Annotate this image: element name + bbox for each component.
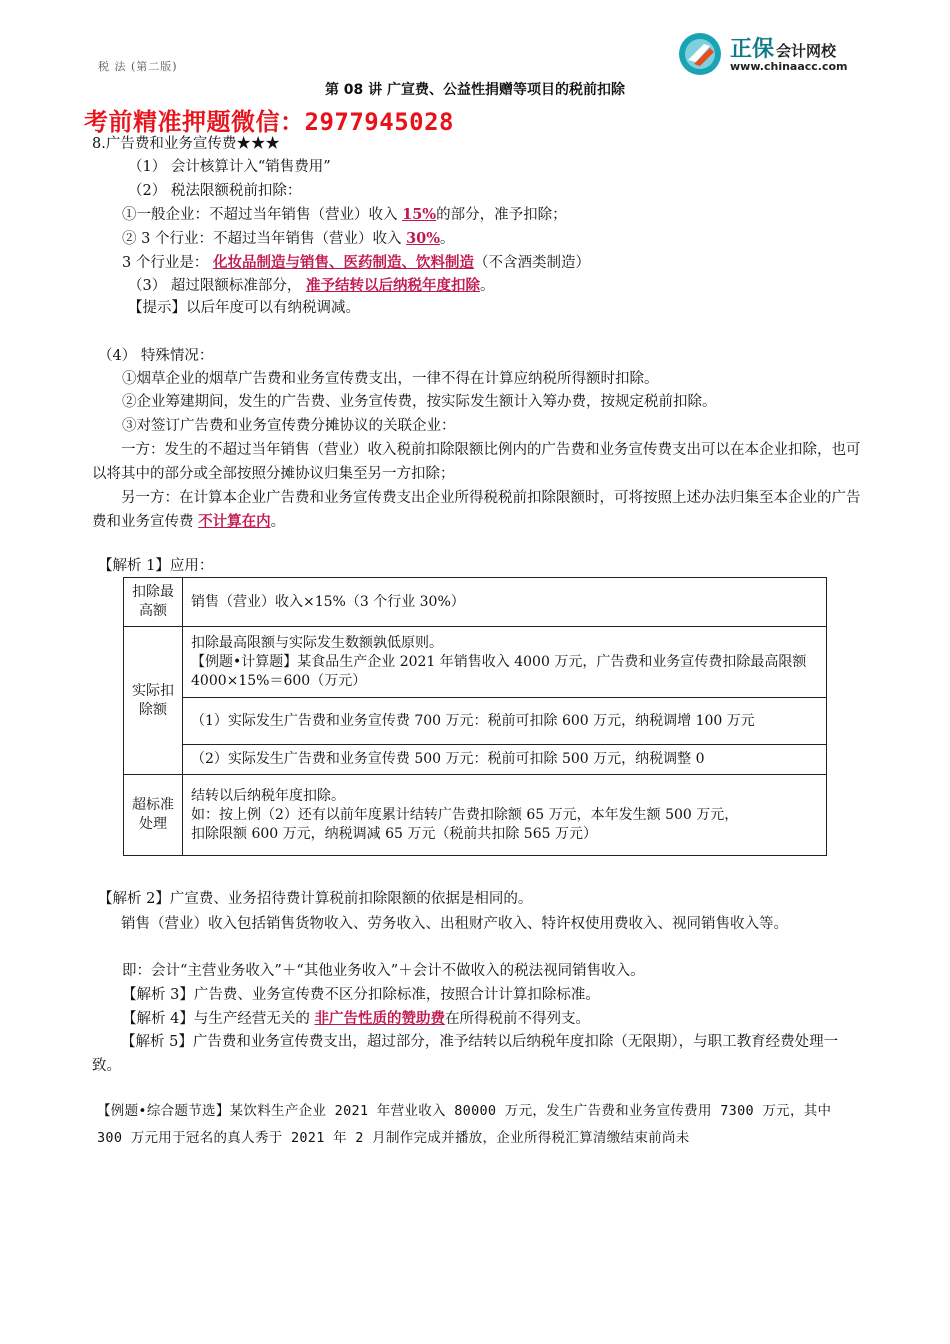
logo-emblem-icon <box>678 32 722 76</box>
table-head-cell: 超标准处理 <box>124 775 183 856</box>
special-item-1: ①烟草企业的烟草广告费和业务宣传费支出，一律不得在计算应纳税所得额时扣除。 <box>122 371 659 387</box>
analysis-2-paragraph: 销售（营业）收入包括销售货物收入、劳务收入、出租财产收入、特许权使用费收入、视同销售收入等。 <box>121 916 788 932</box>
table-cell: （1）实际发生广告费和业务宣传费 700 万元：税前可扣除 600 万元，纳税调增 100 万元 <box>183 698 827 745</box>
special-item-3: ③对签订广告费和业务宣传费分摊协议的关联企业： <box>122 418 456 434</box>
table-cell: 结转以后纳税年度扣除。 如：按上例（2）还有以前年度累计结转广告费扣除额 65 万元，本年发生额 500 万元， 扣除限额 600 万元，纳税调减 65 万元（税前共扣除 565 万元） <box>183 775 827 856</box>
logo-brand: 正保 <box>730 37 775 62</box>
table-head-cell: 扣除最高额 <box>124 578 183 627</box>
table-cell: 销售（营业）收入×15%（3 个行业 30%） <box>183 578 827 627</box>
section-line-5: 3 个行业是： 化妆品制造与销售、医药制造、饮料制造（不含酒类制造） <box>122 254 590 271</box>
section-line-3: ①一般企业：不超过当年销售（营业）收入 15%的部分，准予扣除； <box>122 206 567 223</box>
logo-sub: 会计网校 <box>776 42 837 60</box>
section-line-4: ② 3 个行业：不超过当年销售（营业）收入 30%。 <box>122 230 455 247</box>
special-item-2: ②企业筹建期间，发生的广告费、业务宣传费，按实际发生额计入筹办费，按规定税前扣除。 <box>122 394 717 410</box>
header-stub: 税 法 (第二版) <box>98 60 178 73</box>
special-heading: （4） 特殊情况： <box>98 348 214 364</box>
analysis-4: 【解析 4】与生产经营无关的 非广告性质的赞助费在所得税前不得列支。 <box>122 1010 590 1027</box>
example-excerpt: 【例题•综合题节选】某饮料生产企业 2021 年营业收入 80000 万元，发生广告费和业务宣传费用 7300 万元，其中 300 万元用于冠名的真人秀于 2021 年 2 月制作完成并播放，企业所得税汇算清缴结束前尚未 <box>97 1103 832 1146</box>
table-head-cell: 实际扣除额 <box>124 627 183 775</box>
table-row <box>124 698 827 745</box>
analysis-5: 【解析 5】广告费和业务宣传费支出，超过部分，准予结转以后纳税年度扣除（无限期），与职工教育经费处理一致。 <box>92 1034 839 1074</box>
section-line-2: （2） 税法限额税前扣除： <box>128 183 302 199</box>
lecture-title: 第 08 讲 广宣费、公益性捐赠等项目的税前扣除 <box>324 82 626 98</box>
logo-url: www.chinaacc.com <box>730 60 848 73</box>
section-tip: 【提示】以后年度可以有纳税调减。 <box>128 300 360 316</box>
analysis-3: 【解析 3】广告费、业务宣传费不区分扣除标准，按照合计计算扣除标准。 <box>122 987 600 1003</box>
ad-banner: 考前精准押题微信：2977945028 <box>84 108 454 136</box>
highlight-15pct: 15% <box>402 206 437 223</box>
table-row <box>124 627 827 698</box>
section-line-1: （1） 会计核算计入“销售费用” <box>128 159 331 175</box>
deduction-table <box>123 577 827 856</box>
section-heading: 8.广告费和业务宣传费★★★ <box>92 136 280 152</box>
highlight-carryforward: 准予结转以后纳税年度扣除 <box>305 277 480 294</box>
brand-logo <box>678 30 878 80</box>
table-row <box>124 745 827 775</box>
highlight-30pct: 30% <box>406 230 441 247</box>
analysis-2-formula: 即：会计“主营业务收入”＋“其他业务收入”＋会计不做收入的税法视同销售收入。 <box>122 963 645 979</box>
table-row <box>124 578 827 627</box>
table-cell: 扣除最高限额与实际发生数额孰低原则。 【例题•计算题】某食品生产企业 2021 年销售收入 4000 万元，广告费和业务宣传费扣除最高限额 4000×15%＝600（万元） <box>183 627 827 698</box>
table-row <box>124 775 827 856</box>
special-paragraph-1: 一方：发生的不超过当年销售（营业）收入税前扣除限额比例内的广告费和业务宣传费支出可以在本企业扣除，也可以将其中的部分或全部按照分摊协议归集至另一方扣除； <box>92 442 861 482</box>
analysis-1-heading: 【解析 1】应用： <box>98 558 214 574</box>
analysis-2: 【解析 2】广宣费、业务招待费计算税前扣除限额的依据是相同的。 <box>98 891 533 907</box>
table-cell: （2）实际发生广告费和业务宣传费 500 万元：税前可扣除 500 万元，纳税调整 0 <box>183 745 827 775</box>
section-line-6: （3） 超过限额标准部分， 准予结转以后纳税年度扣除。 <box>128 277 495 294</box>
highlight-industries: 化妆品制造与销售、医药制造、饮料制造 <box>212 254 474 271</box>
highlight-sponsorship: 非广告性质的赞助费 <box>314 1010 445 1027</box>
highlight-not-counted: 不计算在内 <box>198 513 271 530</box>
special-paragraph-2: 另一方：在计算本企业广告费和业务宣传费支出企业所得税税前扣除限额时，可将按照上述办法归集至本企业的广告费和业务宣传费 不计算在内。 <box>92 490 861 530</box>
